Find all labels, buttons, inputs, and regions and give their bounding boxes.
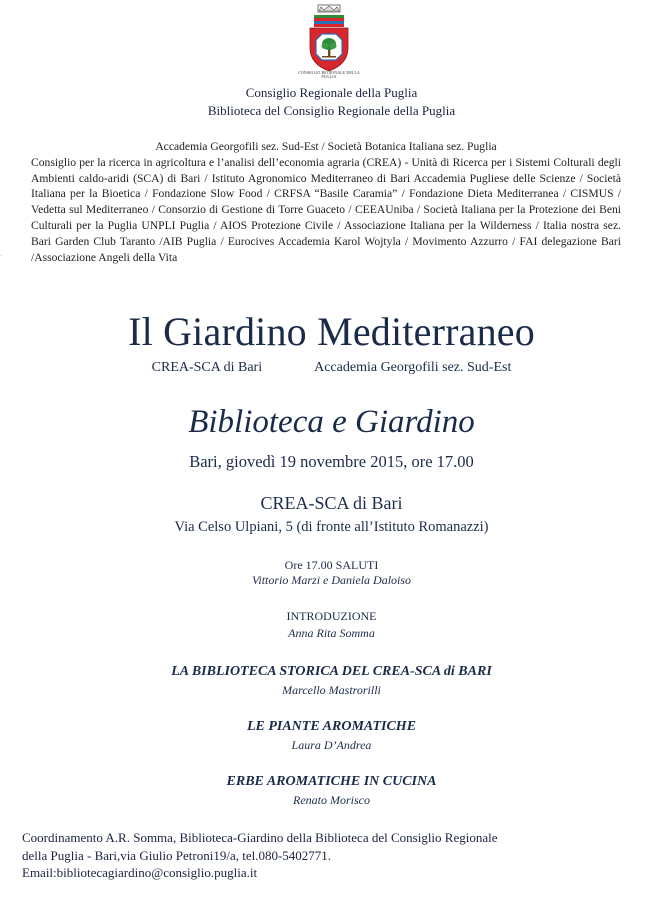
subtitle-row (0, 359, 663, 377)
intro-label: INTRODUZIONE (286, 609, 377, 623)
margin-mark: · (0, 252, 3, 260)
partners-first-line: Accademia Georgofili sez. Sud-Est / Società Botanica Italiana sez. Puglia (155, 140, 497, 153)
subtitle-right: Accademia Georgofili sez. Sud-Est (314, 360, 512, 375)
organization-name: Consiglio Regionale della Puglia (245, 85, 418, 100)
footer-email: Email:bibliotecagiardino@consiglio.puglia.it (22, 865, 258, 880)
saluti-time: Ore 17.00 SALUTI (284, 558, 379, 572)
talk-title: ERBE AROMATICHE IN CUCINA (226, 774, 437, 789)
subtitle-left: CREA-SCA di Bari (151, 360, 263, 375)
partners-text: Consiglio per la ricerca in agricoltura e l’analisi dell’economia agraria (CREA) - Unità di Ricerca per i Sistemi Colturali degli Ambienti caldo-aridi (SCA) di Bari / Istituto Agronomico Mediterraneo di Bari Accademia Pugliese delle Scienze / Società Italiana per la Bioetica / Fondazione Slow Food / CRFSA “Basile Caramia” / Fondazione Dieta Mediterranea / CISMUS / Vedetta sul Mediterraneo / Consorzio di Gestione di Torre Guaceto / CEEAUniba / Società Italiana per la Protezione dei Beni Culturali per la Puglia UNPLI Puglia / AIOS Protezione Civile / Associazione Italiana per la Wilderness / Italia nostra sez. Bari Garden Club Taranto /AIB Puglia / Eurocives Accademia Karol Wojtyla / Movimento Azzurro / FAI delegazione Bari /Associazione Angeli della Vita (31, 155, 621, 264)
saluti-names: Vittorio Marzi e Daniela Daloiso (251, 573, 412, 587)
partners-list (31, 139, 621, 265)
venue-address: Via Celso Ulpiani, 5 (di fronte all’Istituto Romanazzi) (174, 519, 489, 535)
talk-speaker: Laura D’Andrea (291, 738, 372, 752)
library-name: Biblioteca del Consiglio Regionale della Puglia (207, 103, 456, 118)
event-title: Biblioteca e Giardino (188, 404, 475, 440)
venue-name: CREA-SCA di Bari (260, 493, 403, 513)
event-date: Bari, giovedì 19 novembre 2015, ore 17.00 (189, 452, 474, 471)
page-title: Il Giardino Mediterraneo (128, 309, 535, 354)
footer-line: Coordinamento A.R. Somma, Biblioteca-Giardino della Biblioteca del Consiglio Regionale (22, 830, 498, 845)
talk-title: LA BIBLIOTECA STORICA DEL CREA-SCA di BARI (171, 664, 492, 679)
talk-speaker: Marcello Mastrorilli (282, 683, 381, 697)
intro-speaker: Anna Rita Somma (288, 626, 375, 640)
talk-title: LE PIANTE AROMATICHE (246, 719, 417, 734)
emblem-caption: CONSIGLIO REGIONALE DELLA PUGLIA (297, 70, 361, 79)
talk-speaker: Renato Morisco (293, 793, 370, 807)
footer-line: della Puglia - Bari,via Giulio Petroni19/a, tel.080-5402771. (22, 847, 332, 863)
footer-contact (22, 829, 642, 882)
